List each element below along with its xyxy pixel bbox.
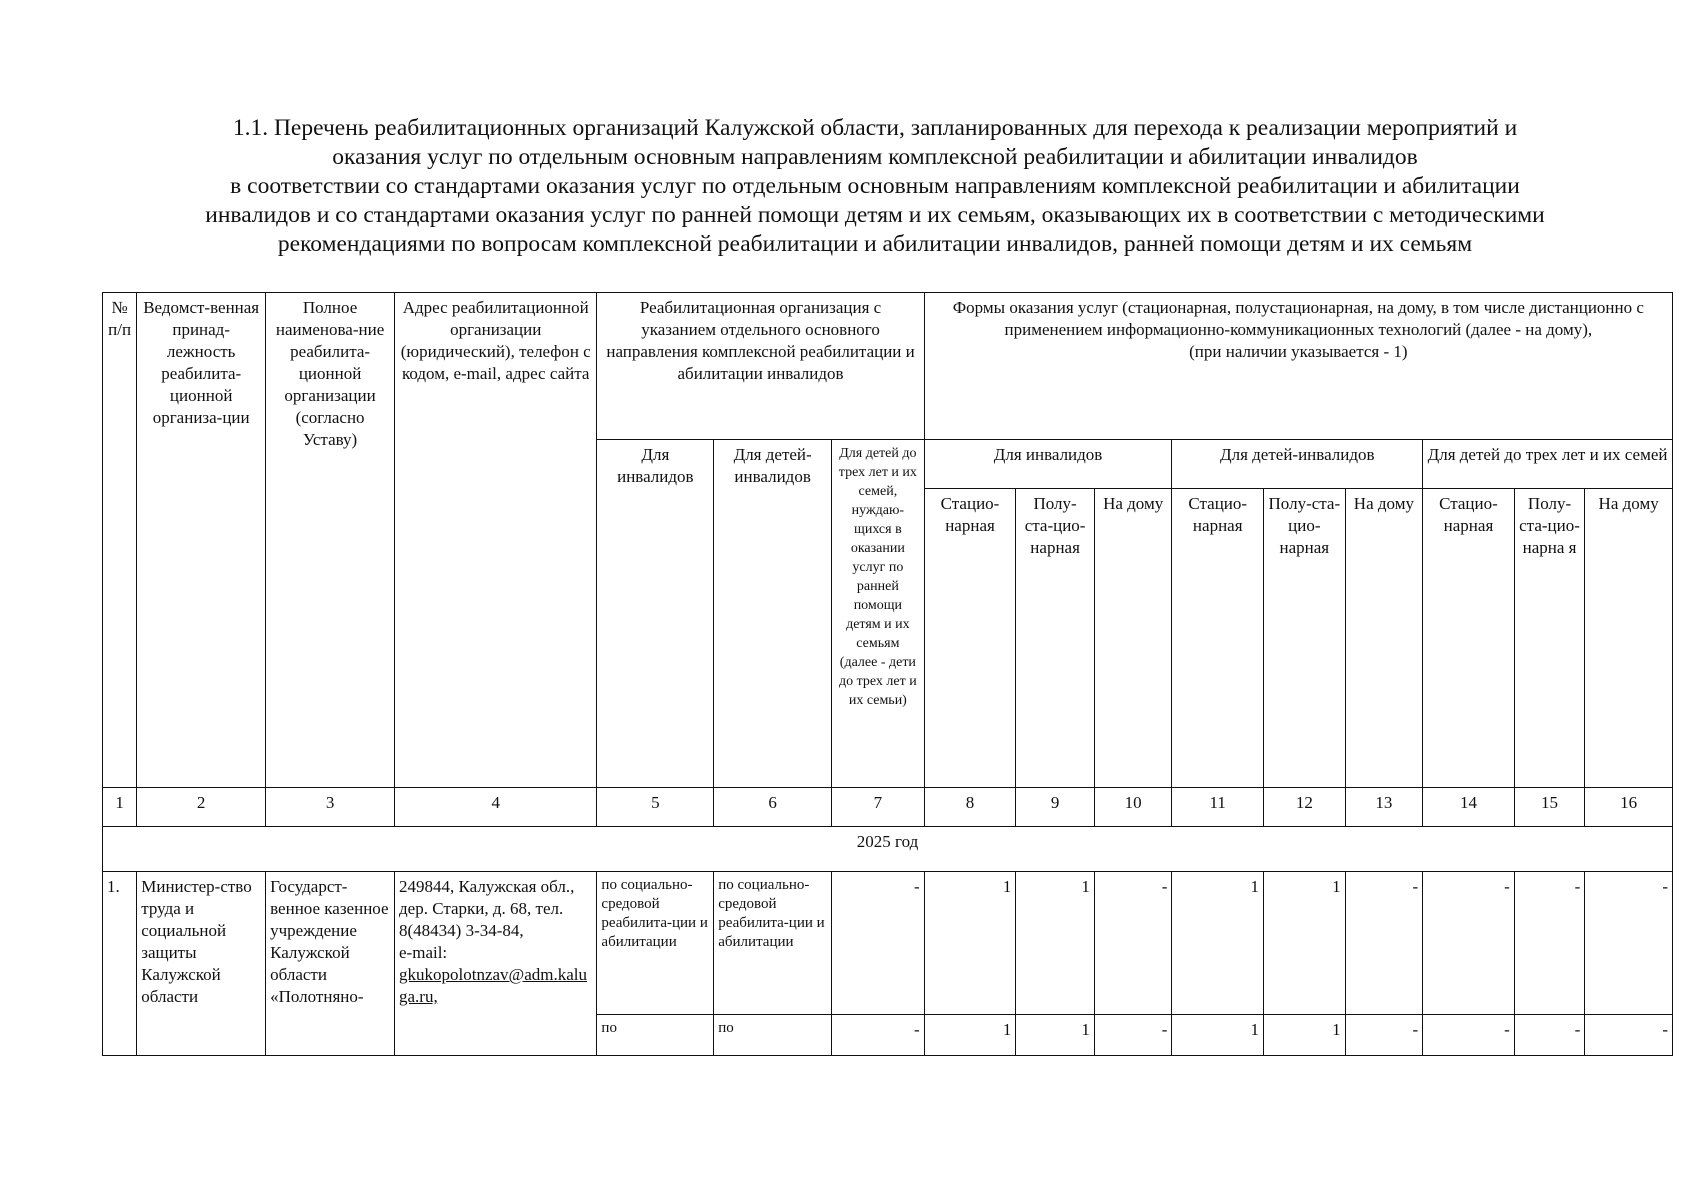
email-link[interactable]: gkukopolotnzav@adm.kaluga.ru, — [399, 965, 587, 1006]
rehab-direction-children: по социально-средовой реабилита-ции и абилитации — [714, 872, 832, 1015]
value-cell: - — [1094, 1015, 1172, 1056]
header-col-3: Полное наименова-ние реабилита-ционной организации (согласно Уставу) — [266, 293, 395, 788]
column-number: 6 — [714, 788, 832, 827]
header-col-9: Полу-ста-цио-нарная — [1016, 489, 1095, 788]
header-col-6: Для детей-инвалидов — [714, 440, 832, 788]
value-cell: - — [1345, 872, 1423, 1015]
column-number: 16 — [1585, 788, 1673, 827]
address-text: 249844, Калужская обл., дер. Старки, д. 68, тел. 8(48434) 3-34-84, e-mail: — [399, 877, 575, 962]
column-number: 1 — [103, 788, 137, 827]
organizations-table — [102, 292, 1673, 1056]
column-number: 10 — [1094, 788, 1172, 827]
column-number: 4 — [395, 788, 597, 827]
header-group-forms: Формы оказания услуг (стационарная, полустационарная, на дому, в том числе дистанционно с применением информационно-коммуникационных технологий (далее - на дому), (при наличии указывается - 1) — [924, 293, 1672, 440]
column-number: 14 — [1423, 788, 1515, 827]
ministry-cell: Министер-ство труда и социальной защиты Калужской области — [137, 872, 266, 1056]
value-cell: - — [1514, 1015, 1584, 1056]
year-label: 2025 год — [103, 827, 1673, 872]
rehab-direction-invalids: по социально-средовой реабилита-ции и абилитации — [597, 872, 714, 1015]
column-number: 8 — [924, 788, 1016, 827]
header-row-1 — [103, 293, 1673, 440]
value-cell: 1 — [1016, 872, 1095, 1015]
column-number: 9 — [1016, 788, 1095, 827]
value-cell: - — [1094, 872, 1172, 1015]
rehab-direction-children: по — [714, 1015, 832, 1056]
value-cell: 1 — [1264, 872, 1346, 1015]
value-cell: 1 — [924, 1015, 1016, 1056]
header-col-2: Ведомст-венная принад-лежность реабилита-ционной организа-ции — [137, 293, 266, 788]
value-cell: 1 — [1172, 872, 1264, 1015]
column-number: 7 — [832, 788, 925, 827]
header-col-5: Для инвалидов — [597, 440, 714, 788]
row-number: 1. — [103, 872, 137, 1056]
title-line: в соответствии со стандартами оказания услуг по отдельным основным направлениям комплексной реабилитации и абилитации — [230, 173, 1520, 199]
header-col-14: Стацио-нарная — [1423, 489, 1515, 788]
value-cell: 1 — [924, 872, 1016, 1015]
header-sub-children-invalids: Для детей-инвалидов — [1172, 440, 1423, 489]
value-cell: - — [1514, 872, 1584, 1015]
column-number: 5 — [597, 788, 714, 827]
column-number: 13 — [1345, 788, 1423, 827]
value-cell: - — [1345, 1015, 1423, 1056]
column-number: 2 — [137, 788, 266, 827]
header-col-10: На дому — [1094, 489, 1172, 788]
value-cell: 1 — [1264, 1015, 1346, 1056]
title-line: 1.1. Перечень реабилитационных организаций Калужской области, запланированных для перехода к реализации мероприятий и — [232, 115, 1518, 141]
value-cell: - — [832, 1015, 925, 1056]
value-cell: 1 — [1172, 1015, 1264, 1056]
header-col-13: На дому — [1345, 489, 1423, 788]
value-cell: - — [1585, 1015, 1673, 1056]
header-col-8: Стацио-нарная — [924, 489, 1016, 788]
value-cell: - — [1423, 1015, 1515, 1056]
title-line: оказания услуг по отдельным основным направлениям комплексной реабилитации и абилитации инвалидов — [332, 144, 1418, 170]
header-col-4: Адрес реабилитационной организации (юридический), телефон с кодом, e-mail, адрес сайта — [395, 293, 597, 788]
value-cell: - — [1423, 872, 1515, 1015]
address-cell — [395, 872, 597, 1056]
organization-name-cell: Государст-венное казенное учреждение Калужской области «Полотняно- — [266, 872, 395, 1056]
value-cell: - — [1585, 872, 1673, 1015]
column-number-row — [103, 788, 1673, 827]
table-row — [103, 872, 1673, 1015]
header-group-rehab: Реабилитационная организация с указанием отдельного основного направления комплексной реабилитации и абилитации инвалидов — [597, 293, 924, 440]
column-number: 15 — [1514, 788, 1584, 827]
header-sub-invalids: Для инвалидов — [924, 440, 1172, 489]
column-number: 3 — [266, 788, 395, 827]
header-col-16: На дому — [1585, 489, 1673, 788]
header-sub-under-three: Для детей до трех лет и их семей — [1423, 440, 1673, 489]
header-col-11: Стацио-нарная — [1172, 489, 1264, 788]
header-col-1: № п/п — [103, 293, 137, 788]
value-cell: 1 — [1016, 1015, 1095, 1056]
header-col-15: Полу-ста-цио-нарна я — [1514, 489, 1584, 788]
title-line: инвалидов и со стандартами оказания услуг по ранней помощи детям и их семьям, оказывающих их в соответствии с методическими — [205, 202, 1545, 228]
header-col-12: Полу-ста-цио-нарная — [1264, 489, 1346, 788]
rehab-direction-invalids: по — [597, 1015, 714, 1056]
column-number: 11 — [1172, 788, 1264, 827]
title-line: рекомендациями по вопросам комплексной реабилитации и абилитации инвалидов, ранней помощи детям и их семьям — [277, 231, 1473, 257]
header-col-7: Для детей до трех лет и их семей, нуждаю-щихся в оказании услуг по ранней помощи детям и их семьям (далее - дети до трех лет и их семьи) — [832, 440, 925, 788]
column-number: 12 — [1264, 788, 1346, 827]
year-row — [103, 827, 1673, 872]
value-cell: - — [832, 872, 925, 1015]
document-title — [100, 114, 1650, 259]
